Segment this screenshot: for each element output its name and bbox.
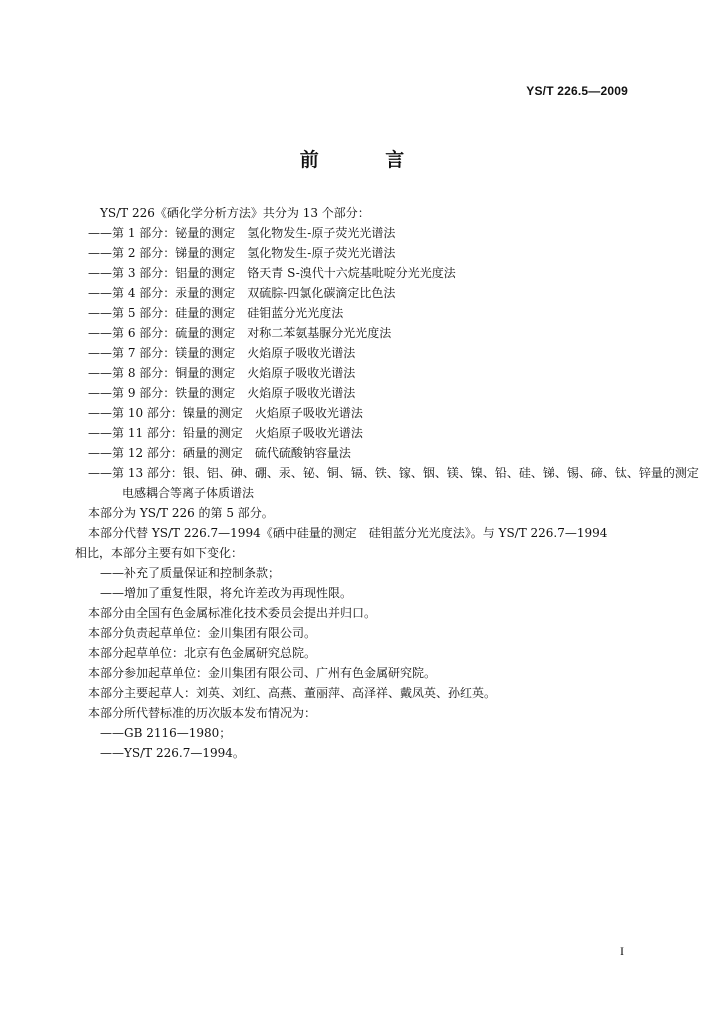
replaces-paragraph-line-2: 相比，本部分主要有如下变化：: [75, 546, 244, 560]
part-item-5: ——第 5 部分：硅量的测定 硅钼蓝分光光度法: [88, 306, 344, 320]
replaces-paragraph-line-1: 本部分代替 YS/T 226.7—1994《硒中硅量的测定 硅钼蓝分光光度法》。与 YS/T 226.7—1994: [88, 526, 608, 540]
responsible-unit-paragraph: 本部分负责起草单位：金川集团有限公司。: [88, 626, 317, 640]
part-item-9: ——第 9 部分：铁量的测定 火焰原子吸收光谱法: [88, 386, 356, 400]
part-item-7: ——第 7 部分：镁量的测定 火焰原子吸收光谱法: [88, 346, 356, 360]
standard-code: YS/T 226.5—2009: [526, 84, 628, 98]
change-item-1: ——补充了质量保证和控制条款；: [100, 566, 281, 580]
part-item-10: ——第 10 部分：镍量的测定 火焰原子吸收光谱法: [88, 406, 363, 420]
proposed-paragraph: 本部分由全国有色金属标准化技术委员会提出并归口。: [88, 606, 377, 620]
history-item-1: ——GB 2116—1980；: [100, 726, 232, 740]
part-item-12: ——第 12 部分：硒量的测定 硫代硫酸钠容量法: [88, 446, 351, 460]
part-item-11: ——第 11 部分：铅量的测定 火焰原子吸收光谱法: [88, 426, 363, 440]
history-item-2: ——YS/T 226.7—1994。: [100, 746, 245, 760]
page-title: 前 言: [299, 149, 435, 171]
part-item-6: ——第 6 部分：硫量的测定 对称二苯氨基脲分光光度法: [88, 326, 392, 340]
part-item-2: ——第 2 部分：锑量的测定 氢化物发生-原子荧光光谱法: [88, 246, 396, 260]
part-item-4: ——第 4 部分：汞量的测定 双硫腙-四氯化碳滴定比色法: [88, 286, 396, 300]
intro-paragraph: YS/T 226《硒化学分析方法》共分为 13 个部分：: [100, 206, 370, 220]
drafters-paragraph: 本部分主要起草人：刘英、刘红、高燕、董丽萍、高泽祥、戴凤英、孙红英。: [88, 686, 497, 700]
drafting-unit-paragraph: 本部分起草单位：北京有色金属研究总院。: [88, 646, 317, 660]
part-item-13-continuation: 电感耦合等离子体质谱法: [122, 486, 255, 500]
part-item-13: ——第 13 部分：银、铝、砷、硼、汞、铋、铜、镉、铁、镓、铟、镁、镍、铅、硅、锑、锡、碲、钛、锌量的测定: [88, 466, 699, 480]
part-item-8: ——第 8 部分：铜量的测定 火焰原子吸收光谱法: [88, 366, 356, 380]
this-part-paragraph: 本部分为 YS/T 226 的第 5 部分。: [88, 506, 274, 520]
history-paragraph: 本部分所代替标准的历次版本发布情况为：: [88, 706, 317, 720]
part-item-3: ——第 3 部分：铝量的测定 铬天青 S-溴代十六烷基吡啶分光光度法: [88, 266, 456, 280]
participating-units-paragraph: 本部分参加起草单位：金川集团有限公司、广州有色金属研究院。: [88, 666, 437, 680]
page-number: I: [620, 944, 624, 958]
change-item-2: ——增加了重复性限，将允许差改为再现性限。: [100, 586, 353, 600]
part-item-1: ——第 1 部分：铋量的测定 氢化物发生-原子荧光光谱法: [88, 226, 396, 240]
